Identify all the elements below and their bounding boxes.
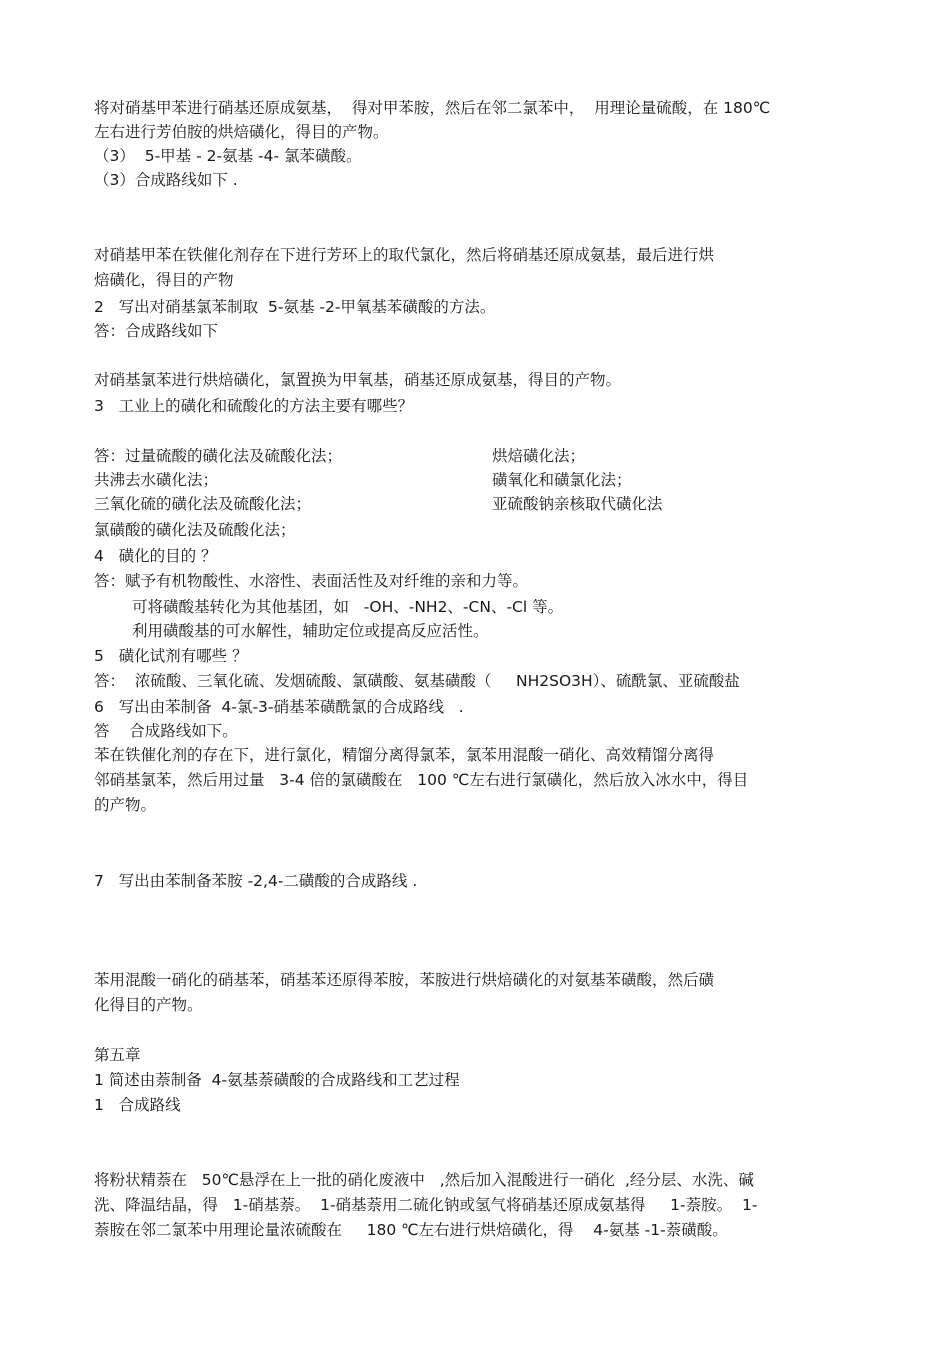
- text-line-3: （3） 5-甲基 - 2-氨基 -4- 氯苯磺酸。: [94, 147, 362, 165]
- answer-7-line-2: 化得目的产物。: [94, 996, 203, 1014]
- answer-5: 答： 浓硫酸、三氧化硫、发烟硫酸、氯磺酸、氨基磺酸（ NH2SO3H）、硫酰氯、亚硫酸盐: [94, 672, 740, 690]
- answer-2-label: 答：合成路线如下: [94, 322, 219, 340]
- chapter-heading: 第五章: [94, 1046, 141, 1064]
- text-line-5: 对硝基甲苯在铁催化剂存在下进行芳环上的取代氯化，然后将硝基还原成氨基，最后进行烘: [94, 246, 715, 264]
- answer-6-line-3: 的产物。: [94, 796, 157, 814]
- route-subheading: 1 合成路线: [94, 1096, 181, 1114]
- method-1: 答：过量硫酸的磺化法及硫酸化法；: [94, 447, 343, 465]
- answer-7-line-1: 苯用混酸一硝化的硝基苯，硝基苯还原得苯胺，苯胺进行烘焙磺化的对氨基苯磺酸，然后磺: [94, 971, 715, 989]
- answer-6-label: 答 合成路线如下。: [94, 722, 238, 740]
- answer-4-line-3: 利用磺酸基的可水解性，辅助定位或提高反应活性。: [132, 622, 489, 640]
- question-4: 4 磺化的目的 ？: [94, 547, 217, 565]
- question-6: 6 写出由苯制备 4-氯-3-硝基苯磺酰氯的合成路线 .: [94, 698, 464, 716]
- text-line-2: 左右进行芳伯胺的烘焙磺化，得目的产物。: [94, 123, 389, 141]
- text-line-1: 将对硝基甲苯进行硝基还原成氨基， 得对甲苯胺，然后在邻二氯苯中， 用理论量硫酸，在 180℃: [94, 99, 771, 117]
- text-line-4: （3）合成路线如下 .: [94, 171, 238, 189]
- answer-6-line-1: 苯在铁催化剂的存在下，进行氯化，精馏分离得氯苯，氯苯用混酸一硝化、高效精馏分离得: [94, 746, 715, 764]
- answer-6-line-2: 邻硝基氯苯，然后用过量 3-4 倍的氯磺酸在 100 ℃左右进行氯磺化，然后放入冰水中，得目: [94, 771, 749, 789]
- text-line-9: 对硝基氯苯进行烘焙磺化，氯置换为甲氧基，硝基还原成氨基，得目的产物。: [94, 371, 622, 389]
- method-4: 磺氧化和磺氯化法；: [492, 471, 632, 489]
- answer-4-line-2: 可将磺酸基转化为其他基团，如 -OH、-NH2、-CN、-Cl 等。: [132, 598, 564, 616]
- question-3: 3 工业上的磺化和硫酸化的方法主要有哪些？: [94, 397, 414, 415]
- route-line-3: 萘胺在邻二氯苯中用理论量浓硫酸在 180 ℃左右进行烘焙磺化，得 4-氨基 -1-萘磺酸。: [94, 1221, 728, 1239]
- route-line-1: 将粉状精萘在 50℃悬浮在上一批的硝化废液中 ,然后加入混酸进行一硝化 ,经分层、水洗、碱: [94, 1171, 754, 1189]
- answer-4-line-1: 答：赋予有机物酸性、水溶性、表面活性及对纤维的亲和力等。: [94, 572, 529, 590]
- method-2: 烘焙磺化法；: [492, 447, 586, 465]
- method-7: 氯磺酸的磺化法及硫酸化法；: [94, 521, 296, 539]
- text-line-6: 焙磺化，得目的产物: [94, 271, 234, 289]
- chapter-5-question-1: 1 简述由萘制备 4-氨基萘磺酸的合成路线和工艺过程: [94, 1071, 460, 1089]
- question-5: 5 磺化试剂有哪些 ？: [94, 647, 248, 665]
- question-2: 2 写出对硝基氯苯制取 5-氨基 -2-甲氧基苯磺酸的方法。: [94, 298, 496, 316]
- method-3: 共沸去水磺化法；: [94, 471, 219, 489]
- question-7: 7 写出由苯制备苯胺 -2,4-二磺酸的合成路线 .: [94, 872, 418, 890]
- method-5: 三氧化硫的磺化法及硫酸化法；: [94, 495, 312, 513]
- method-6: 亚硫酸钠亲核取代磺化法: [492, 495, 663, 513]
- route-line-2: 洗、降温结晶，得 1-硝基萘。 1-硝基萘用二硫化钠或氢气将硝基还原成氨基得 1-萘胺。 1-: [94, 1196, 758, 1214]
